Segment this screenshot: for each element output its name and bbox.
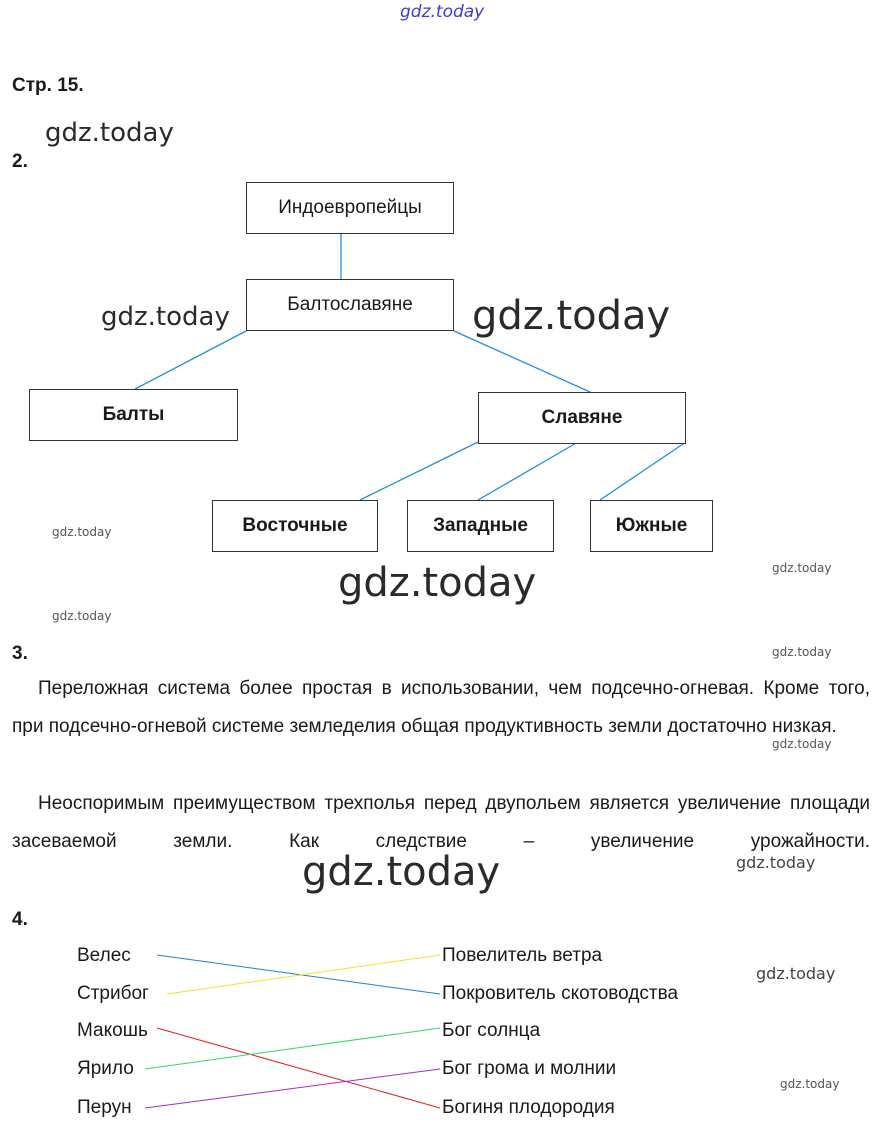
god-role: Бог грома и молнии [442, 1058, 617, 1079]
watermark: gdz.today [338, 560, 537, 606]
box-indoeuropeans: Индоевропейцы [246, 182, 454, 234]
god-name: Велес [77, 945, 131, 966]
box-slavs: Славяне [478, 392, 686, 444]
page-heading: Стр. 15. [12, 75, 84, 96]
watermark: gdz.today [736, 853, 816, 872]
paragraph-1: Переложная система более простая в использовании, чем подсечно-огневая. Кроме того, при подсечно-огневой системе земледелия общая продуктивность земли достаточно низкая. [12, 678, 870, 737]
matching-line [157, 1028, 440, 1108]
matching-line [145, 1069, 440, 1108]
watermark-top: gdz.today [400, 2, 485, 22]
task-4-label: 4. [12, 909, 28, 930]
god-name: Стрибог [77, 983, 149, 1004]
god-role: Бог солнца [442, 1020, 541, 1041]
watermark: gdz.today [52, 609, 112, 623]
task-3-label: 3. [12, 643, 28, 664]
watermark: gdz.today [756, 964, 836, 983]
paragraph-2: Неоспоримым преимуществом трехполья перед двупольем является увеличение площади засеваемой земли. Как следствие – увеличение урожайности. [12, 793, 870, 852]
box-east: Восточные [212, 500, 378, 552]
box-south: Южные [590, 500, 713, 552]
god-role: Повелитель ветра [442, 945, 603, 966]
watermark: gdz.today [780, 1077, 840, 1091]
watermark: gdz.today [472, 293, 671, 339]
watermark: gdz.today [772, 645, 832, 659]
watermark: gdz.today [772, 561, 832, 575]
matching-line [145, 1028, 440, 1069]
god-name: Ярило [77, 1058, 134, 1079]
god-role: Покровитель скотоводства [442, 983, 679, 1004]
watermark: gdz.today [52, 525, 112, 539]
box-west: Западные [407, 500, 554, 552]
watermark: gdz.today [302, 849, 501, 895]
god-role: Богиня плодородия [442, 1097, 615, 1118]
god-name: Макошь [77, 1020, 148, 1041]
watermark: gdz.today [101, 302, 230, 332]
watermark: gdz.today [45, 118, 174, 148]
box-balts: Балты [29, 389, 238, 441]
task-2-label: 2. [12, 151, 28, 172]
box-baltoslavs: Балтославяне [246, 279, 454, 331]
watermark: gdz.today [772, 737, 832, 751]
god-name: Перун [77, 1097, 132, 1118]
